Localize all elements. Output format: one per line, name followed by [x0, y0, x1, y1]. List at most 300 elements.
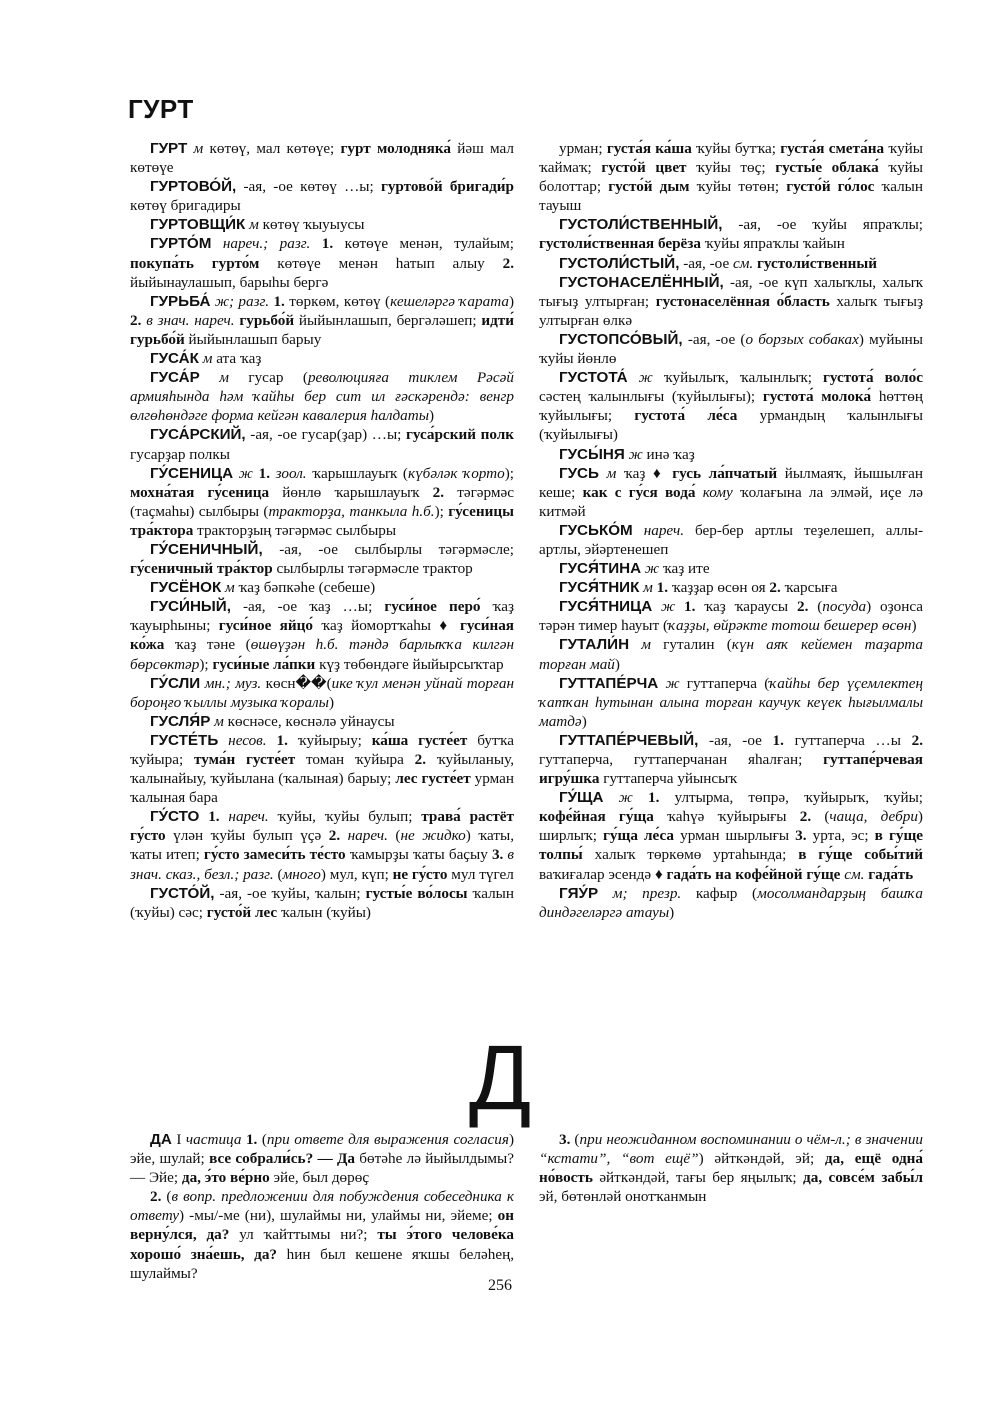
bold-phrase: 1. — [273, 292, 285, 310]
headword: ГУСА́РСКИЙ, — [150, 426, 246, 444]
dictionary-entry — [539, 731, 923, 788]
entry-text: һөттөң ҡуйылығы; — [539, 388, 923, 425]
entry-text: ҡуйылыҡ, ҡалынлыҡ; — [652, 369, 823, 387]
dictionary-entry — [539, 1130, 923, 1206]
dictionary-entry — [130, 349, 514, 368]
section-letter: Д — [468, 1027, 532, 1129]
headword: ГУ́СЛИ — [150, 674, 201, 692]
entry-text: -ая, -ое көтөү …ы; — [236, 178, 381, 196]
dictionary-entry — [130, 1130, 514, 1187]
bold-phrase: густа́я ка́ша — [606, 140, 692, 157]
entry-text: ) — [508, 292, 515, 310]
entry-text — [267, 732, 277, 749]
italic-note: зоол. — [275, 464, 307, 482]
entry-text: ҡуйыланыу, ҡалынайыу, ҡуйылана (ҡалыная) барыу; — [130, 751, 514, 788]
entry-text: -ая, -ое күп халыҡлы, халыҡ тығыҙ ултырған; — [539, 273, 923, 310]
bold-phrase: гу́сеницы тра́ктора — [130, 502, 514, 539]
entry-text: бутҡа ҡуйыра; — [130, 731, 515, 768]
bold-phrase: гуси́ные ла́пки — [212, 655, 316, 673]
entry-text: төркөм, көтөү ( — [284, 292, 391, 310]
entry-text: ҡаҙ ҡараусы — [695, 598, 797, 616]
dictionary-entry — [539, 368, 923, 444]
entry-text: ( — [387, 827, 401, 845]
bold-phrase: 3. — [559, 1131, 571, 1148]
bold-phrase: густы́е во́лосы — [365, 884, 468, 902]
bold-phrase: гу́ща ле́са — [603, 827, 675, 845]
entry-text: ( — [273, 865, 283, 883]
italic-note: ике ҡул менән уйнай торған бороңғо ҡыллы музыка ҡоралы — [130, 674, 514, 711]
dictionary-entry — [130, 292, 514, 349]
italic-note: см. — [733, 254, 754, 272]
italic-note: чаща, дебри — [829, 808, 918, 826]
entry-text: ) муйыны ҡуйы йөнлө — [539, 330, 923, 368]
entry-text: -ая, -ое гусар(ҙар) …ы; — [245, 426, 406, 444]
entry-text: ҡарсыға — [780, 579, 838, 597]
entry-text: көтөү бригадиры — [130, 197, 241, 215]
bold-phrase: 1. — [684, 598, 696, 616]
italic-note: нареч.; разг. — [222, 235, 311, 253]
headword: ГУСЯ́ТИНА — [559, 560, 642, 578]
entry-text: ) ҡаты, ҡаты итеп; — [130, 827, 515, 864]
bold-phrase: все собрали́сь? — Да — [209, 1150, 355, 1168]
entry-text: -ая, -ое ҡуйы, ҡалын; — [214, 884, 366, 902]
entry-text — [633, 789, 648, 806]
dictionary-entry — [539, 559, 923, 578]
page-number: 256 — [488, 1277, 512, 1294]
entry-text: ) ширлыҡ; — [539, 808, 923, 845]
italic-note: см. — [844, 865, 865, 883]
headword: ГЯУ́Р — [559, 884, 599, 902]
entry-text — [633, 522, 644, 539]
italic-note: при неожиданном воспоминании о чём-л.; в значении “кстати”, “вот ещё” — [539, 1131, 924, 1168]
dictionary-entry — [539, 464, 923, 521]
entry-text: ) оҙонса тәрән тимер һауыт ( — [539, 598, 924, 635]
headword: ГУСЬ — [559, 464, 599, 482]
bold-phrase: ♦ гусь ла́пчатый — [653, 464, 778, 482]
entry-text: йылмаяҡ, йышылған кеше; — [539, 464, 923, 501]
entry-text — [628, 369, 639, 386]
headword: ГУСЯ́ТНИЦА — [559, 598, 653, 616]
entry-text: -ая, -ое ҡаҙ …ы; — [230, 598, 385, 616]
dictionary-entry — [539, 254, 923, 273]
italic-note: ж — [618, 789, 633, 807]
entry-text: урман шырлығы — [674, 827, 796, 845]
italic-note: м — [606, 464, 617, 482]
headword: ГУСТОТА́ — [559, 369, 628, 387]
entry-text: томан ҡуйыра — [295, 751, 415, 768]
entry-text — [199, 808, 208, 825]
bold-phrase: ♦ гада́ть на кофе́йной гу́ще — [654, 865, 841, 883]
italic-note: м — [643, 579, 653, 597]
headword: ГУ́СЕНИЧНЫЙ, — [150, 540, 263, 558]
bold-phrase: кофе́йная гу́ща — [539, 808, 654, 826]
entry-text: ); — [434, 502, 449, 520]
bold-phrase: 1. — [276, 731, 288, 749]
bold-phrase: 2. — [328, 827, 341, 845]
bold-phrase: да, э́то ве́рно — [181, 1169, 270, 1187]
dictionary-entry — [539, 884, 923, 922]
dictionary-entry — [130, 464, 514, 540]
bold-phrase: он верну́лся, да? — [130, 1207, 514, 1244]
dictionary-entry — [130, 540, 514, 578]
entry-text: көтөү ҡыуыусы — [258, 216, 365, 234]
dictionary-entry — [130, 177, 514, 215]
entry-text: ул ҡайттымы ни?; — [229, 1226, 378, 1244]
italic-note: ж; разг. — [214, 292, 270, 310]
column-top-right — [539, 139, 923, 922]
italic-note: мосолмандарҙың башҡа диндәгеләргә атауы — [539, 884, 923, 921]
entry-text: ҡаҙҙар өсөн оя — [668, 579, 770, 597]
entry-text: йөнлө ҡарышлауыҡ — [269, 483, 433, 501]
entry-text — [310, 235, 321, 252]
entry-text — [340, 827, 347, 844]
entry-text: ҡаҙ ите — [659, 560, 710, 578]
entry-text — [598, 885, 613, 902]
dictionary-entry — [539, 597, 923, 635]
italic-note: не жидко — [400, 827, 466, 845]
column-bottom-right — [539, 1130, 923, 1206]
italic-note: өшөүҙән һ.б. тәндә барлыҡҡа килгән бөрсөктәр — [130, 636, 514, 673]
bold-phrase: густота́ воло́с — [822, 369, 923, 387]
entry-text: ҡарышлауыҡ ( — [306, 464, 408, 482]
entry-text: -ая, -ое — [698, 731, 773, 749]
entry-text: көтөүе менән һатып алыу — [259, 254, 503, 272]
dictionary-entry — [539, 788, 923, 883]
entry-text: гусар ( — [228, 369, 308, 387]
headword: ГУСА́Р — [150, 369, 200, 387]
entry-text: ҡаҙ ҡауырһыны; — [130, 598, 514, 635]
bold-phrase: ты э́того челове́ка хорошо́ зна́ешь, да? — [130, 1226, 514, 1263]
italic-note: кешеләргә ҡарата — [390, 292, 509, 310]
bold-phrase: ♦ гуси́ная ко́жа — [130, 617, 515, 654]
dictionary-entry — [130, 234, 514, 291]
entry-text: ); — [199, 655, 213, 673]
entry-text: бөтәһе лә йыйылдымы? — Эйе; — [130, 1150, 514, 1187]
bold-phrase: гуси́ное яйцо́ — [218, 617, 313, 635]
entry-text: ҡаҙ — [616, 464, 654, 482]
entry-text: йыйынаулашып, барыһы бергә — [130, 273, 329, 291]
entry-text: ҡаһүә ҡуйырығы — [653, 808, 800, 826]
entry-text: халыҡ тығыҙ ултырған өлкә — [539, 292, 924, 329]
italic-note: нареч. — [347, 827, 388, 845]
entry-text: сәстең ҡалынлығы (ҡуйылығы); — [539, 388, 763, 406]
bold-phrase: 2. — [911, 731, 923, 749]
italic-note: ж — [665, 674, 680, 692]
entry-text: инә ҡаҙ — [642, 445, 695, 463]
entry-text: кафыр ( — [681, 884, 758, 902]
headword: ГУ́СТО — [150, 808, 200, 826]
entry-text: гуттаперча …ы — [783, 731, 912, 749]
bold-phrase: ка́ша густе́ет — [371, 731, 468, 749]
bold-phrase: покупа́ть гурто́м — [130, 254, 260, 272]
bold-phrase: 1. — [772, 731, 784, 749]
entry-text: халыҡ төркөмө уртаһында; — [582, 846, 799, 864]
bold-phrase: гу́сто замеси́ть те́сто — [203, 846, 346, 864]
italic-note: революцияға тиклем Рәсәй армияһында һәм ҡайһы бер сит ил ғәскәрендә: венгр өлгөһөндәге форма кейгән кавалерия һалдаты — [130, 369, 514, 425]
bold-phrase: тума́н густе́ет — [193, 751, 296, 768]
entry-text: ( — [811, 808, 830, 826]
bold-phrase: 2. — [130, 311, 142, 329]
entry-text: ҡуйы, ҡуйы булып; — [268, 808, 422, 826]
entry-text: I — [171, 1131, 186, 1148]
italic-note: м — [202, 350, 213, 368]
entry-text — [652, 598, 661, 615]
bold-phrase: в гу́ще толпы́ — [539, 827, 924, 864]
entry-text: ) — [911, 617, 917, 635]
bold-phrase: 2. — [769, 579, 781, 597]
dictionary-entry — [130, 712, 514, 731]
entry-text: ) әйткәндәй, эй; — [698, 1150, 825, 1168]
headword: ГУТТАПЕ́РЧА — [559, 674, 659, 692]
entry-text: тракторҙың тәгәрмәс сылбыры — [193, 521, 397, 539]
headword: ДА — [150, 1131, 172, 1148]
entry-text: ( — [808, 598, 823, 616]
headword: ГУСТЕ́ТЬ — [150, 731, 219, 749]
entry-text: ултырма, төпрә, ҡуйырыҡ, ҡуйы; — [659, 789, 924, 807]
entry-text: ҡуйы ҡаймаҡ; — [539, 140, 924, 177]
entry-text: ҡаҙ бәпкәһе (себеше) — [234, 579, 376, 597]
bold-phrase: лес густе́ет — [395, 770, 471, 788]
entry-text — [675, 598, 684, 615]
dictionary-entry — [130, 578, 514, 597]
entry-text — [604, 789, 619, 806]
entry-text — [599, 465, 607, 482]
bold-phrase: густота́ ле́са — [634, 407, 738, 425]
entry-text: -ая, -ое ҡуйы япраҡлы; — [722, 216, 923, 234]
headword: ГУСИ́НЫЙ, — [150, 598, 231, 616]
italic-note: кому — [702, 483, 733, 501]
headword: ГУСТОЛИ́СТЫЙ, — [559, 254, 680, 272]
headword: ГУТАЛИ́Н — [559, 636, 630, 654]
headword: ГУСЯ́ТНИК — [559, 579, 640, 597]
bold-phrase: 2. — [502, 254, 514, 272]
entry-text: тәгәрмәс (таҫмаһы) сылбыры ( — [130, 483, 514, 520]
entry-text: гуттаперча уйынсыҡ — [599, 770, 738, 788]
bold-phrase: густоли́ственный — [757, 254, 877, 272]
entry-text: ( — [257, 1131, 267, 1148]
dictionary-entry — [539, 215, 923, 253]
dictionary-entry — [130, 884, 514, 922]
entry-text: урман; — [559, 140, 607, 157]
italic-note: м; презр. — [612, 884, 682, 902]
dictionary-entry — [130, 807, 514, 883]
italic-note: м — [249, 216, 259, 234]
italic-note: күн аяҡ кейемен таҙарта торған май — [539, 636, 923, 673]
italic-note: тракторҙа, танкыла һ.б. — [268, 502, 435, 520]
italic-note: ж — [638, 369, 653, 387]
italic-note: нареч. — [643, 521, 684, 539]
entry-text: ҡуйы бутҡа; — [691, 140, 781, 157]
italic-note: ж — [628, 445, 643, 463]
bold-phrase: гуттапе́рчевая игру́шка — [539, 751, 923, 788]
column-top-left — [130, 139, 514, 922]
bold-phrase: густонаселённая о́бласть — [655, 292, 830, 310]
entry-text: ҡуйы болоттар; — [539, 159, 923, 196]
entry-text: көсн��( — [261, 674, 332, 692]
bold-phrase: в гу́ще собы́тий — [798, 846, 923, 864]
bold-phrase: 2. — [796, 598, 809, 616]
column-bottom-left — [130, 1130, 514, 1283]
headword: ГУ́СЕНИЦА — [150, 464, 234, 482]
entry-text: ) — [581, 712, 587, 730]
entry-text: ) -мы/-ме (ни), шулаймы ни, улаймы ни, эйеме; — [179, 1207, 498, 1225]
italic-note: м — [214, 712, 224, 730]
bold-phrase: мохна́тая гу́сеница — [130, 483, 270, 501]
bold-phrase: идти́ гурьбо́й — [130, 311, 515, 348]
italic-note: күбәләк ҡорто — [407, 464, 505, 482]
headword: ГУСА́К — [150, 350, 199, 368]
italic-note: частица — [185, 1131, 242, 1148]
headword: ГУРТОВЩИ́К — [150, 216, 246, 234]
dictionary-entry — [130, 597, 514, 673]
italic-note: несов. — [228, 731, 267, 749]
entry-text: -ая, -ое — [679, 254, 733, 272]
entry-text: көтөүе менән, тулайым; — [333, 235, 514, 253]
headword: ГУРТОВО́Й, — [150, 178, 237, 196]
headword: ГУСЁНОК — [150, 579, 222, 597]
bold-phrase: густо́й цвет — [601, 159, 687, 177]
dictionary-entry — [130, 425, 514, 463]
dictionary-entry — [539, 635, 923, 673]
headword: ГУРТ — [150, 140, 188, 157]
entry-text: урта, эс; — [806, 827, 875, 845]
entry-text: ) — [328, 693, 335, 711]
dictionary-entry — [130, 368, 514, 425]
entry-text: эй, бөтөнләй онотҡанмын — [539, 1188, 707, 1206]
entry-text: -ая, -ое сылбырлы тәгәрмәсле; — [262, 540, 514, 558]
entry-text: үлән ҡуйы булып үҫә — [165, 827, 329, 845]
bold-phrase: трава́ растёт гу́сто — [130, 808, 515, 845]
headword: ГУСЬКО́М — [559, 521, 633, 539]
dictionary-entry — [539, 330, 923, 368]
entry-text: ) — [614, 655, 620, 673]
entry-text: ваҡиғалар эсендә — [539, 865, 655, 883]
entry-text: йыйынлашып, бергәләшеп; — [294, 311, 482, 329]
dictionary-entry — [130, 731, 514, 807]
entry-text: ) — [429, 407, 435, 425]
italic-note: мн.; муз. — [204, 674, 262, 692]
italic-note: ж — [238, 464, 253, 482]
entry-text: мул түгел — [447, 865, 514, 883]
entry-text: ( — [161, 1188, 172, 1206]
dictionary-entry — [539, 139, 923, 215]
entry-text: ҡамырҙы ҡаты баҫыу — [345, 846, 492, 864]
entry-text: ҡаҙ тәне ( — [164, 636, 251, 654]
entry-text: ата ҡаҙ — [212, 350, 262, 368]
bold-phrase: 1. — [208, 808, 220, 826]
entry-text: көтөү, мал көтөүе; — [203, 140, 341, 157]
entry-text: ҡуйы япраҡлы ҡайын — [700, 235, 845, 253]
headword: ГУТТАПЕ́РЧЕВЫЙ, — [559, 731, 699, 749]
dictionary-entry — [130, 215, 514, 234]
dictionary-entry — [539, 273, 923, 330]
italic-note: м — [641, 636, 651, 654]
entry-text: ҡалын (ҡуйы) сәс; — [130, 884, 514, 921]
entry-text: ) эйе, шулай; — [130, 1131, 515, 1168]
entry-text: ҡалын (ҡуйы) — [277, 903, 371, 921]
italic-note: м — [219, 369, 229, 387]
running-header: ГУРТ — [128, 94, 194, 124]
bold-phrase: 1. — [245, 1131, 258, 1148]
bold-phrase: густота́ молока́ — [762, 388, 872, 406]
headword: ГУСТОПСО́ВЫЙ, — [559, 330, 683, 348]
entry-text: ( — [570, 1131, 580, 1148]
bold-phrase: гада́ть — [868, 865, 914, 883]
bold-phrase: густа́я смета́на — [780, 140, 885, 157]
entry-text: урман ҡалыная бара — [130, 770, 514, 807]
entry-text: ҡолағына ла элмәй, иҫе лә китмәй — [539, 483, 923, 520]
entry-text: гуталин ( — [650, 636, 732, 654]
dictionary-entry — [130, 139, 514, 177]
entry-text — [218, 732, 228, 749]
entry-text: ҡуйырыу; — [287, 731, 372, 749]
dictionary-entry — [130, 1187, 514, 1282]
bold-phrase: 1. — [647, 789, 660, 807]
entry-text: йыйынлашып барыу — [184, 330, 322, 348]
italic-note: при ответе для выражения согласия — [266, 1131, 509, 1148]
entry-text — [200, 369, 219, 386]
entry-text: гуттаперча, гуттаперчанан яһалған; — [539, 751, 824, 768]
entry-text: ҡуйы төтөн; — [689, 178, 787, 196]
italic-note: посуда — [822, 598, 867, 616]
bold-phrase: 2. — [150, 1188, 162, 1206]
bold-phrase: густо́й лес — [206, 903, 278, 921]
bold-phrase: густо́й дым — [608, 178, 690, 196]
bold-phrase: 2. — [414, 751, 427, 768]
entry-text: ҡуйы төҫ; — [686, 159, 776, 177]
italic-note: ҡайһы бер үҫемлектең ҡатҡан һутынан алына торған каучук кеүек һығылмалы матдә — [539, 674, 923, 730]
italic-note: много — [282, 865, 321, 883]
headword: ГУРЬБА́ — [150, 292, 211, 310]
dictionary-entry — [539, 521, 923, 559]
dictionary-entry — [539, 578, 923, 597]
bold-phrase: да, совсе́м забы́л — [803, 1169, 923, 1187]
dictionary-entry — [130, 674, 514, 712]
entry-text: гуттаперча ( — [679, 674, 770, 692]
entry-text: ҡалын тауыш — [539, 178, 923, 215]
entry-text: һин был кешене яҡшы беләһең, шулаймы? — [130, 1245, 514, 1282]
italic-note: м — [225, 579, 235, 597]
bold-phrase: 1. — [258, 464, 270, 482]
entry-text: гусарҙар полкы — [130, 445, 230, 463]
bold-phrase: 1. — [656, 579, 669, 597]
dictionary-entry — [539, 445, 923, 464]
bold-phrase: 2. — [799, 808, 812, 826]
entry-text — [629, 636, 641, 653]
entry-text — [695, 484, 702, 501]
entry-text: ҡаҙ йомортҡаһы — [313, 617, 440, 635]
headword: ГУСТОЛИ́СТВЕННЫЙ, — [559, 216, 723, 234]
bold-phrase: как с гу́ся вода́ — [582, 483, 696, 501]
entry-text: урмандың ҡалынлығы (ҡуйылығы) — [539, 407, 923, 444]
bold-phrase: гурьбо́й — [239, 311, 295, 329]
bold-phrase: гурт молодняка́ — [340, 140, 451, 157]
bold-phrase: 3. — [795, 827, 807, 845]
bold-phrase: густо́й го́лос — [786, 178, 875, 196]
bold-phrase: да, ещё одна́ но́вость — [539, 1150, 923, 1187]
headword: ГУСЫ́НЯ — [559, 445, 625, 463]
entry-text: ); — [504, 464, 515, 482]
bold-phrase: гуси́ное перо́ — [384, 598, 481, 616]
entry-text: йәш мал көтөүе — [130, 140, 514, 177]
bold-phrase: гуса́рский полк — [405, 426, 514, 444]
entry-text: көснәсе, көснәлә уйнаусы — [223, 712, 395, 730]
bold-phrase: 2. — [432, 483, 445, 501]
entry-text: эйе, был дөрөҫ — [269, 1169, 370, 1187]
headword: ГУ́ЩА — [559, 789, 604, 807]
entry-text: әйткәндәй, тағы бер яңылыҡ; — [592, 1169, 804, 1187]
italic-note: ҡаҙҙы, өйрәкте тотош бешерер өсөн — [668, 617, 912, 635]
